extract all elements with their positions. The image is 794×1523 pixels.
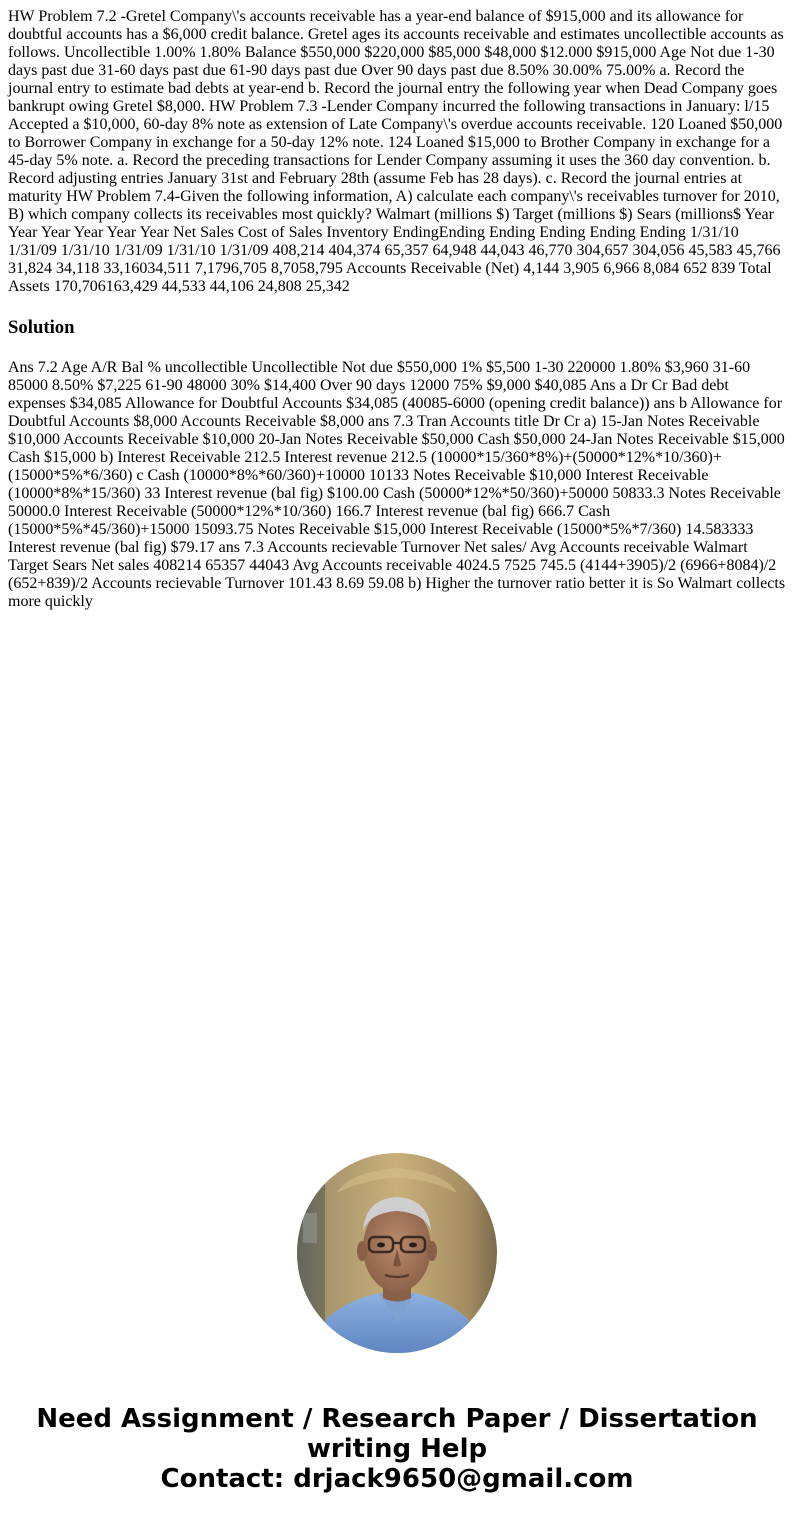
solution-text: Ans 7.2 Age A/R Bal % uncollectible Uncollectible Not due $550,000 1% $5,500 1-30 220000 1.80% $3,960 31-60 85000 8.50% $7,225 61-90 48000 30% $14,400 Over 90 days 12000 75% $9,000 $40,085 Ans a Dr Cr Bad debt expenses $34,085 Allowance for Doubtful Accounts $34,085 (40085-6000 (opening credit balance)) ans b Allowance for Doubtful Accounts $8,000 Accounts Receivable $8,000 ans 7.3 Tran Accounts title Dr Cr a) 15-Jan Notes Receivable $10,000 Accounts Receivable $10,000 20-Jan Notes Receivable $50,000 Cash $50,000 24-Jan Notes Receivable $15,000 Cash $15,000 b) Interest Receivable 212.5 Interest revenue 212.5 (10000*15/360*8%)+(50000*12%*10/360)+(15000*5%*6/360) c Cash (10000*8%*60/360)+10000 10133 Notes Receivable $10,000 Interest Receivable (10000*8%*15/360) 33 Interest revenue (bal fig) $100.00 Cash (50000*12%*50/360)+50000 50833.3 Notes Receivable 50000.0 Interest Receivable (50000*12%*10/360) 166.7 Interest revenue (bal fig) 666.7 Cash (15000*5%*45/360)+15000 15093.75 Notes Receivable $15,000 Interest Receivable (15000*5%*7/360) 14.583333 Interest revenue (bal fig) $79.17 ans 7.3 Accounts recievable Turnover Net sales/ Avg Accounts receivable Walmart Target Sears Net sales 408214 65357 44043 Avg Accounts receivable 4024.5 7525 745.5 (4144+3905)/2 (6966+8084)/2 (652+839)/2 Accounts recievable Turnover 101.43 8.69 59.08 b) Higher the turnover ratio better it is So Walmart collects more quickly (8, 359, 786, 610)
solution-heading: Solution (8, 317, 75, 338)
footer-line-1: Need Assignment / Research Paper / Dissertation (36, 1404, 758, 1434)
document-body (8, 8, 786, 611)
footer-contact-banner (0, 1404, 794, 1494)
tutor-avatar-photo (297, 1153, 497, 1353)
footer-line-2: writing Help (306, 1434, 488, 1464)
problem-statement: HW Problem 7.2 -Gretel Company\'s accounts receivable has a year-end balance of $915,000 and its allowance for doubtful accounts has a $6,000 credit balance. Gretel ages its accounts receivable and estimates uncollectible accounts as follows. Uncollectible 1.00% 1.80% Balance $550,000 $220,000 $85,000 $48,000 $12.000 $915,000 Age Not due 1-30 days past due 31-60 days past due 61-90 days past due Over 90 days past due 8.50% 30.00% 75.00% a. Record the journal entry to estimate bad debts at year-end b. Record the journal entry the following year when Dead Company goes bankrupt owing Gretel $8,000. HW Problem 7.3 -Lender Company incurred the following transactions in January: l/15 Accepted a $10,000, 60-day 8% note as extension of Late Company\'s overdue accounts receivable. 120 Loaned $50,000 to Borrower Company in exchange for a 50-day 12% note. 124 Loaned $15,000 to Brother Company in exchange for a 45-day 5% note. a. Record the preceding transactions for Lender Company assuming it uses the 360 day convention. b. Record adjusting entries January 31st and February 28th (assume Feb has 28 days). c. Record the journal entries at maturity HW Problem 7.4-Given the following information, A) calculate each company\'s receivables turnover for 2010, B) which company collects its receivables most quickly? Walmart (millions $) Target (millions $) Sears (millions$ Year Year Year Year Year Year Net Sales Cost of Sales Inventory EndingEnding Ending Ending Ending Ending 1/31/10 1/31/09 1/31/10 1/31/09 1/31/10 1/31/09 408,214 404,374 65,357 64,948 44,043 46,770 304,657 304,056 45,583 45,766 31,824 34,118 33,16034,511 7,1796,705 8,7058,795 Accounts Receivable (Net) 4,144 3,905 6,966 8,084 652 839 Total Assets 170,706163,429 44,533 44,106 24,808 25,342 (8, 8, 784, 295)
footer-contact-email: Contact: drjack9650@gmail.com (160, 1464, 634, 1494)
